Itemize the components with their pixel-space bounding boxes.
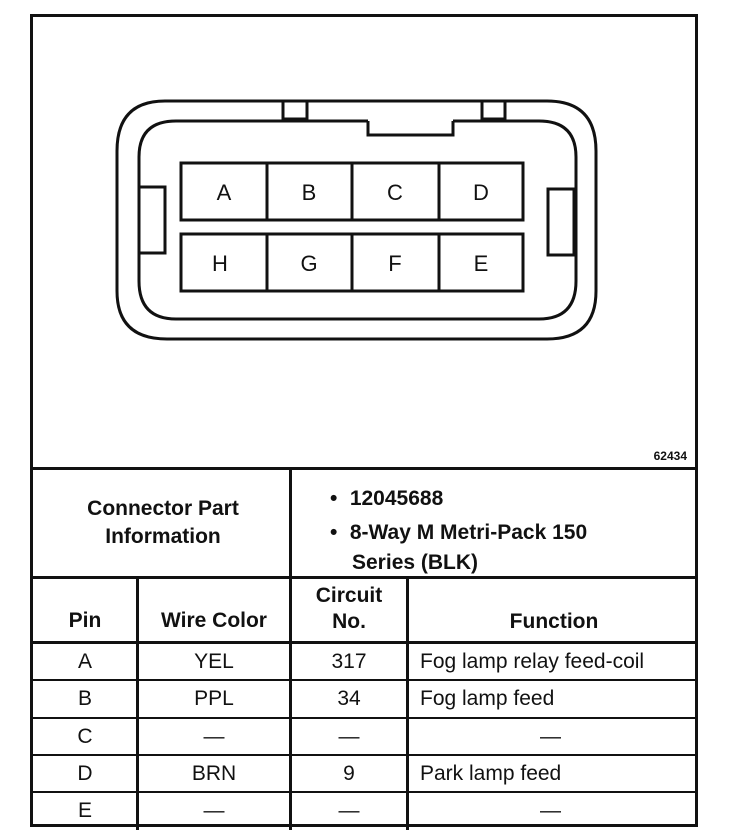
table-cell-pin: A [77,650,92,673]
bullet-icon: • [330,521,338,544]
table-cell-circuit: 9 [343,761,355,785]
bullet-icon: • [330,487,338,510]
pin-label-e: E [473,251,489,276]
table-row-divider [33,679,695,681]
pin-label-d: D [473,180,489,205]
table-cell-function: Park lamp feed [420,761,562,785]
table-cell-circuit: 317 [331,650,367,673]
figure-number: 62434 [653,449,687,463]
connector-description-entry [330,519,690,577]
header-circuit-line2: No. [332,610,366,633]
keying-notch [368,121,453,135]
description-line1: 8-Way M Metri-Pack 150 [349,521,588,544]
header-wire-color: Wire Color [161,609,267,632]
table-cell-function: — [540,799,561,823]
table-row-divider [33,791,695,793]
connector-face-diagram [33,17,695,470]
part-info-label-line2: Information [105,525,221,548]
pin-label-f: F [388,251,402,276]
pin-label-c: C [387,180,403,205]
table-cell-circuit: — [338,724,360,748]
table-row-divider [33,717,695,719]
pin-label-h: H [212,251,228,276]
part-info-label-line1: Connector Part [87,497,239,520]
table-cell-pin: C [77,724,93,748]
table-cell-wire-color: — [203,799,225,823]
pin-label-a: A [216,180,232,205]
table-cell-function: Fog lamp relay feed-coil [420,650,645,673]
pin-label-b: B [301,180,317,205]
right-latch-tab [482,101,505,119]
part-number-entry [330,485,690,515]
table-cell-circuit: 34 [337,687,361,711]
table-cell-wire-color: — [203,724,225,748]
header-circuit-no [291,583,407,635]
pin-cavities [181,163,523,291]
part-info-label [33,495,293,551]
right-side-lock [548,189,574,255]
table-cell-wire-color: BRN [191,761,237,785]
table-cell-wire-color: YEL [194,650,234,673]
header-circuit-line1: Circuit [315,584,383,607]
description-line2: Series (BLK) [352,551,479,574]
table-cell-pin: B [77,687,92,711]
table-cell-pin: D [77,761,93,785]
left-side-lock [139,187,165,253]
header-pin: Pin [68,609,102,632]
part-number: 12045688 [349,487,444,510]
table-cell-function: Fog lamp feed [420,687,555,711]
table-cell-wire-color: PPL [194,687,234,711]
header-function: Function [509,610,599,633]
table-row-divider [33,754,695,756]
left-latch-tab [283,101,307,119]
connector-frame [30,14,698,827]
pin-label-g: G [300,251,318,276]
table-cell-circuit: — [338,799,360,823]
table-cell-function: — [540,724,561,748]
table-cell-pin: E [77,799,92,823]
